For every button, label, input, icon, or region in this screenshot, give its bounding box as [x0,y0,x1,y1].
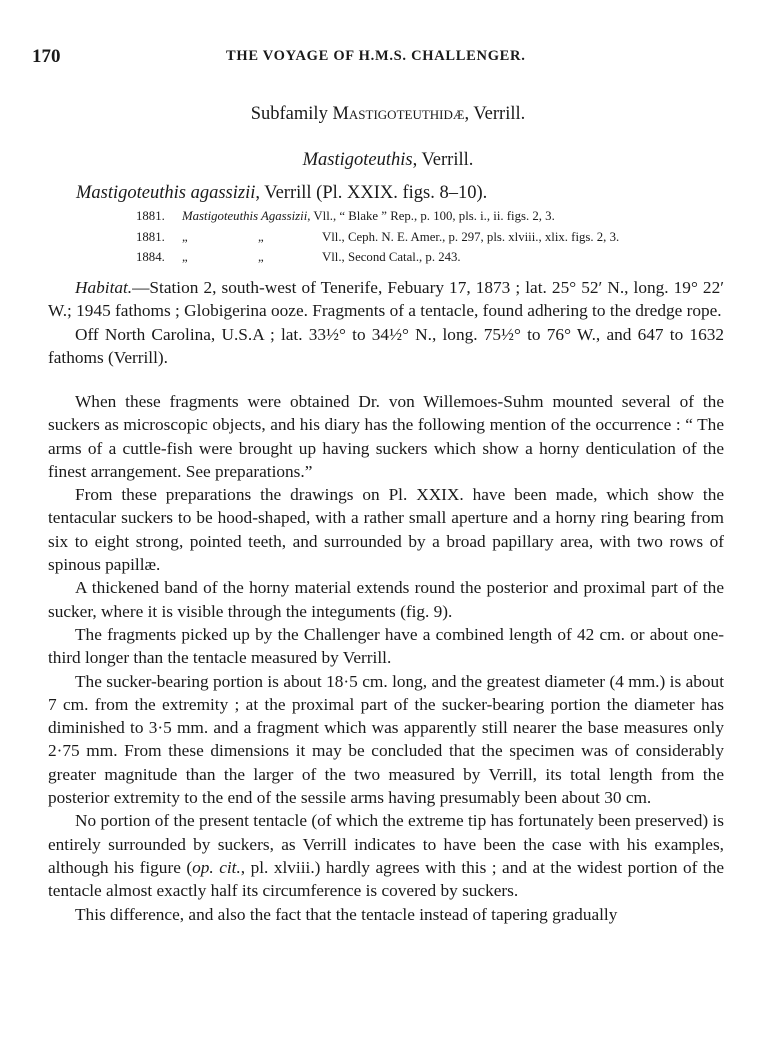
genus-name: Mastigoteuthis [302,150,413,170]
paragraph: This difference, and also the fact that the tentacle instead of tapering gradually [75,904,618,924]
paragraph-text: , pl. xlviii.) hardly agrees with this ; and at the widest portion of the tentacle almost exactly half its circumference is covered by suckers. [48,857,725,901]
running-head [0,46,776,70]
genus-heading [0,150,776,171]
synonymy-ditto: „ [258,230,264,244]
synonymy-reference: , Vll., “ Blake ” Rep., p. 100, pls. i., ii. figs. 2, 3. [307,209,555,223]
synonymy-reference: Vll., Second Catal., p. 243. [322,250,461,264]
synonymy-entry [136,209,555,224]
citation: op. cit. [192,857,241,877]
paragraph [48,809,724,902]
subfamily-prefix: Subfamily [250,104,333,124]
synonymy-ditto: „ [258,250,264,264]
synonymy-entry [136,230,619,245]
species-heading [76,183,487,204]
paragraph: The fragments picked up by the Challenger have a combined length of 42 cm. or about one-third longer than the tentacle measured by Verrill. [48,624,724,668]
subfamily-heading [0,104,776,125]
synonymy-year: 1884. [136,250,165,264]
habitat-paragraph [48,276,724,323]
running-title: THE VOYAGE OF H.M.S. CHALLENGER. [226,48,526,64]
habitat-text: —Station 2, south-west of Tenerife, Febuary 17, 1873 ; lat. 25° 52′ N., long. 19° 22′ W.; 1945 fathoms ; Globigerina ooze. Fragments of a tentacle, found adhering to the dredge rope. [48,278,724,321]
synonymy-name: Mastigoteuthis Agassizii [182,209,308,223]
paragraph-text: No portion of the present tentacle (of which the extreme tip has fortunately been preserved) is entirely surrounded by suckers, as Verrill indicates to have been the case with his examples, although his figure ( [48,811,724,877]
genus-authority: , Verrill. [412,150,474,170]
paragraph: When these fragments were obtained Dr. von Willemoes-Suhm mounted several of the suckers as microscopic objects, and his diary has the following mention of the occurrence : “ The arms of a cuttle-fish were brought up having suckers which show a horny denticulation of the finest arrangement. See preparations.” [48,392,724,481]
synonymy-reference: Vll., Ceph. N. E. Amer., p. 297, pls. xlviii., xlix. figs. 2, 3. [322,230,620,244]
synonymy-ditto: „ [182,250,188,264]
paragraph: A thickened band of the horny material extends round the posterior and proximal part of the sucker, where it is visible through the integuments (fig. 9). [48,578,724,621]
subfamily-authority: , Verrill. [464,104,526,124]
synonymy-entry [136,250,461,265]
synonymy-ditto: „ [182,230,188,244]
paragraph: The sucker-bearing portion is about 18·5 cm. long, and the greatest diameter (4 mm.) is about 7 cm. from the extremity ; at the proximal part of the sucker-bearing portion the diameter has diminished to 3·5 mm. and a fragment which was apparently still nearer the base measures only 2·75 mm. From these dimensions it may be concluded that the specimen was of considerably greater magnitude than the larger of the two measured by Verrill, its total length from the posterior extremity to the end of the sessile arms having presumably been about 30 cm. [48,671,724,808]
habitat-label: Habitat. [75,278,133,297]
discussion-section [48,390,724,926]
page-number: 170 [32,46,61,67]
species-name: Mastigoteuthis agassizii [76,183,256,203]
habitat-paragraph-second: Off North Carolina, U.S.A ; lat. 33½° to 34½° N., long. 75½° to 76° W., and 647 to 1632 fathoms (Verrill). [48,324,724,367]
habitat-section [48,276,724,369]
synonymy-year: 1881. [136,230,165,244]
species-authority: , Verrill (Pl. XXIX. figs. 8–10). [255,183,488,203]
paragraph: From these preparations the drawings on Pl. XXIX. have been made, which show the tentacular suckers to be hood-shaped, with a rather small aperture and a horny ring bearing from six to eight strong, pointed teeth, and surrounded by a broad papillary area, with two rows of spinous papillæ. [48,485,724,575]
subfamily-name: Mastigoteuthidæ [332,104,465,124]
synonymy-year: 1881. [136,209,165,223]
